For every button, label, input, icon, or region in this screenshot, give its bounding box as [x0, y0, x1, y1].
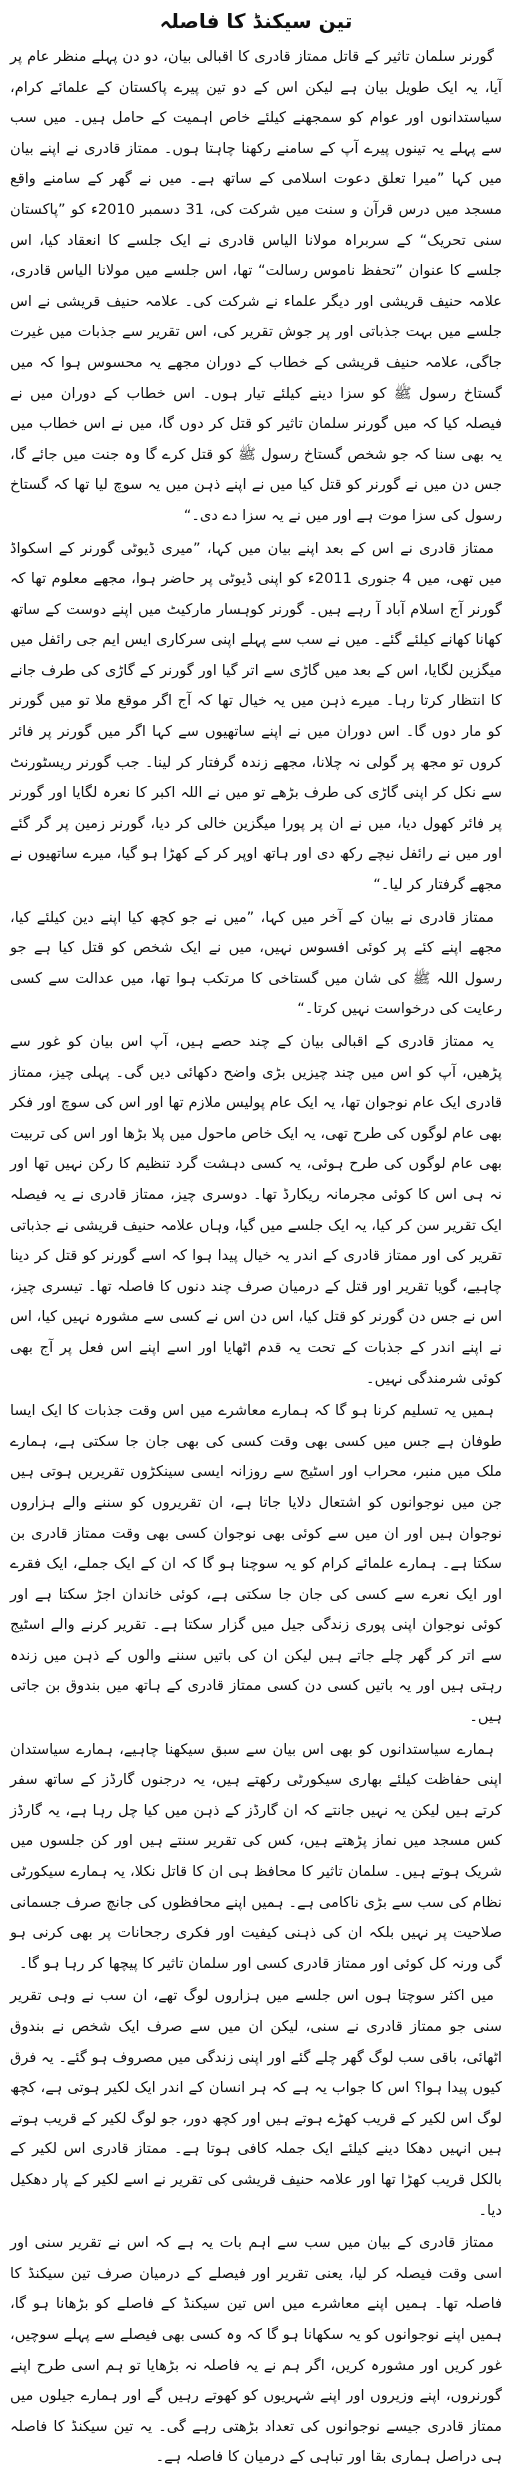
paragraph-2: ممتاز قادری نے اس کے بعد اپنے بیان میں کہا، ”میری ڈیوٹی گورنر کے اسکواڈ میں تھی، میں 4 جنوری 2011ء کو اپنی ڈیوٹی پر حاضر ہوا، مجھے معلوم تھا کہ گورنر آج اسلام آباد آ رہے ہیں۔ گورنر کوہسار مارکیٹ میں اپنے دوست کے ساتھ کھانا کھانے کیلئے گئے۔ میں نے سب سے پہلے اپنی سرکاری ایس ایم جی رائفل میں میگزین لگایا، اس کے بعد میں گاڑی سے اتر گیا اور گورنر کے گاڑی کی طرف جانے کا انتظار کرتا رہا۔ میرے ذہن میں یہ خیال تھا کہ آج اگر موقع ملا تو میں گورنر کو مار دوں گا۔ اس دوران میں نے اپنے ساتھیوں سے کہا اگر میں گورنر پر فائر کروں تو مجھ پر گولی نہ چلانا، مجھے زندہ گرفتار کر لینا۔ جب گورنر ریسٹورنٹ سے نکل کر اپنی گاڑی کی طرف بڑھے تو میں نے اللہ اکبر کا نعرہ لگایا اور گورنر پر فائر کھول دیا، میں نے ان پر پورا میگزین خالی کر دیا، گورنر زمین پر گر گئے اور میں نے رائفل نیچے رکھ دی اور ہاتھ اوپر کر کے کھڑا ہو گیا، میرے ساتھیوں نے مجھے گرفتار کر لیا۔“	[10, 539, 502, 894]
paragraph-8: ممتاز قادری کے بیان میں سب سے اہم بات یہ ہے کہ اس نے تقریر سنی اور اسی وقت فیصلہ کر لیا، یعنی تقریر اور فیصلے کے درمیان صرف تین سیکنڈ کا فاصلہ تھا۔ ہمیں اپنے معاشرے میں اس تین سیکنڈ کے فاصلے کو بڑھانا ہو گا، ہمیں اپنے نوجوانوں کو یہ سکھانا ہو گا کہ وہ کسی بھی فیصلے سے پہلے سوچیں، غور کریں اور مشورہ کریں، اگر ہم نے یہ فاصلہ نہ بڑھایا تو ہم اسی طرح اپنے گورنروں، اپنے وزیروں اور اپنے شہریوں کو کھوتے رہیں گے اور ہمارے جیلوں میں ممتاز قادری جیسے نوجوانوں کی تعداد بڑھتی رہے گی۔ یہ تین سیکنڈ کا فاصلہ ہی دراصل ہماری بقا اور تباہی کے درمیان کا فاصلہ ہے۔	[10, 2234, 502, 2466]
paragraph-3: ممتاز قادری نے بیان کے آخر میں کہا، ”میں نے جو کچھ کیا اپنے دین کیلئے کیا، مجھے اپنے کئے پر کوئی افسوس نہیں، میں نے ایک شخص کو قتل کیا ہے جو رسول اللہ ﷺ کی شان میں گستاخی کا مرتکب ہوا تھا، میں عدالت سے کسی رعایت کی درخواست نہیں کرتا۔“	[10, 908, 502, 1018]
paragraph-6: ہمارے سیاستدانوں کو بھی اس بیان سے سبق سیکھنا چاہیے، ہمارے سیاستدان اپنی حفاظت کیلئے بھاری سیکورٹی رکھتے ہیں، یہ درجنوں گارڈز کے ساتھ سفر کرتے ہیں لیکن یہ نہیں جانتے کہ ان گارڈز کے ذہن میں کیا چل رہا ہے، یہ گارڈز کس مسجد میں نماز پڑھتے ہیں، کس کی تقریر سنتے ہیں اور کن جلسوں میں شریک ہوتے ہیں۔ سلمان تاثیر کا محافظ ہی ان کا قاتل نکلا، یہ ہمارے سیکورٹی نظام کی سب سے بڑی ناکامی ہے۔ ہمیں اپنے محافظوں کی جانچ صرف جسمانی صلاحیت پر نہیں بلکہ ان کی ذہنی کیفیت اور فکری رجحانات پر بھی کرنی ہو گی ورنہ کل کوئی اور ممتاز قادری کسی اور سلمان تاثیر کا پیچھا کر رہا ہو گا۔	[10, 1740, 502, 1972]
column-title: تین سیکنڈ کا فاصلہ	[159, 9, 353, 33]
paragraph-1: گورنر سلمان تاثیر کے قاتل ممتاز قادری کا اقبالی بیان، دو دن پہلے منظر عام پر آیا، یہ ایک طویل بیان ہے لیکن اس کے دو تین پیرے پاکستان کے علمائے کرام، سیاستدانوں اور عوام کو سمجھنے کیلئے خاص اہمیت کے حامل ہیں۔ میں سب سے پہلے یہ تینوں پیرے آپ کے سامنے رکھنا چاہتا ہوں۔ ممتاز قادری نے اپنے بیان میں کہا ”میرا تعلق دعوت اسلامی کے ساتھ ہے۔ میں نے گھر کے سامنے واقع مسجد میں درس قرآن و سنت میں شرکت کی، 31 دسمبر 2010ء کو ”پاکستان سنی تحریک“ کے سربراہ مولانا الیاس قادری نے ایک جلسے کا انعقاد کیا، اس جلسے کا عنوان ”تحفظ ناموس رسالت“ تھا، اس جلسے میں مولانا الیاس قادری، علامہ حنیف قریشی اور دیگر علماء نے شرکت کی۔ علامہ حنیف قریشی نے اس جلسے میں بہت جذباتی اور پر جوش تقریر کی، اس تقریر سے جذبات میں غیرت جاگی، علامہ حنیف قریشی کے خطاب کے دوران مجھے یہ محسوس ہوا کہ میں گستاخ رسول ﷺ کو سزا دینے کیلئے تیار ہوں۔ اس خطاب کے دوران میں نے فیصلہ کیا کہ میں گورنر سلمان تاثیر کو قتل کر دوں گا، میں نے اس خطاب میں یہ بھی سنا کہ جو شخص گستاخ رسول ﷺ کو قتل کرے گا وہ جنت میں جائے گا، جس دن میں نے گورنر کو قتل کیا میں نے اپنے ذہن میں یہ سوچ لیا تھا کہ گستاخ رسول کی سزا موت ہے اور میں نے یہ سزا دے دی۔“	[10, 48, 502, 524]
column-body	[10, 42, 502, 2473]
paragraph-7: میں اکثر سوچتا ہوں اس جلسے میں ہزاروں لوگ تھے، ان سب نے وہی تقریر سنی جو ممتاز قادری نے سنی، لیکن ان میں سے صرف ایک شخص نے بندوق اٹھائی، باقی سب لوگ گھر چلے گئے اور اپنی زندگی میں مصروف ہو گئے۔ یہ فرق کیوں پیدا ہوا؟ اس کا جواب یہ ہے کہ ہر انسان کے اندر ایک لکیر ہوتی ہے، کچھ لوگ اس لکیر کے قریب کھڑے ہوتے ہیں اور کچھ دور، جو لوگ لکیر کے قریب ہوتے ہیں انہیں دھکا دینے کیلئے ایک جملہ کافی ہوتا ہے۔ ممتاز قادری اس لکیر کے بالکل قریب کھڑا تھا اور علامہ حنیف قریشی کی تقریر نے اسے لکیر کے پار دھکیل دیا۔	[10, 1987, 502, 2219]
paragraph-5: ہمیں یہ تسلیم کرنا ہو گا کہ ہمارے معاشرے میں اس وقت جذبات کا ایک ایسا طوفان ہے جس میں کسی بھی وقت کسی کی بھی جان جا سکتی ہے، ہمارے ملک میں منبر، محراب اور اسٹیج سے روزانہ ایسی سینکڑوں تقریریں ہوتی ہیں جن میں نوجوانوں کو اشتعال دلایا جاتا ہے، ان تقریروں کو سننے والے ہزاروں نوجوان ہیں اور ان میں سے کوئی بھی نوجوان کسی بھی وقت ممتاز قادری بن سکتا ہے۔ ہمارے علمائے کرام کو یہ سوچنا ہو گا کہ ان کے ایک جملے، ایک فقرے اور ایک نعرے سے کسی کی جان جا سکتی ہے، کوئی خاندان اجڑ سکتا ہے اور کوئی نوجوان اپنی پوری زندگی جیل میں گزار سکتا ہے۔ تقریر کرنے والے اسٹیج سے اتر کر گھر چلے جاتے ہیں لیکن ان کی باتیں سننے والوں کے ذہن میں زندہ رہتی ہیں اور یہ باتیں کسی دن کسی ممتاز قادری کے ہاتھ میں بندوق بن جاتی ہیں۔	[10, 1402, 502, 1726]
paragraph-4: یہ ممتاز قادری کے اقبالی بیان کے چند حصے ہیں، آپ اس بیان کو غور سے پڑھیں، آپ کو اس میں چند چیزیں بڑی واضح دکھائی دیں گی۔ پہلی چیز، ممتاز قادری ایک عام نوجوان تھا، یہ ایک عام پولیس ملازم تھا اور اس کی سوچ اور فکر بھی عام لوگوں کی طرح تھی، یہ ایک خاص ماحول میں پلا بڑھا اور اس کی تربیت بھی عام لوگوں کی طرح ہوئی، یہ کسی دہشت گرد تنظیم کا رکن نہیں تھا اور نہ ہی اس کا کوئی مجرمانہ ریکارڈ تھا۔ دوسری چیز، ممتاز قادری نے یہ فیصلہ ایک تقریر سن کر کیا، یہ ایک جلسے میں گیا، وہاں علامہ حنیف قریشی نے جذباتی تقریر کی اور ممتاز قادری کے اندر یہ خیال پیدا ہوا کہ اسے گورنر کو قتل کر دینا چاہیے، گویا تقریر اور قتل کے درمیان صرف چند دنوں کا فاصلہ تھا۔ تیسری چیز، اس نے جس دن گورنر کو قتل کیا، اس دن اس نے کسی سے مشورہ نہیں کیا، اس نے اپنے اندر کے جذبات کے تحت یہ قدم اٹھایا اور اسے اپنے اس فعل پر آج بھی کوئی شرمندگی نہیں۔	[10, 1033, 502, 1387]
